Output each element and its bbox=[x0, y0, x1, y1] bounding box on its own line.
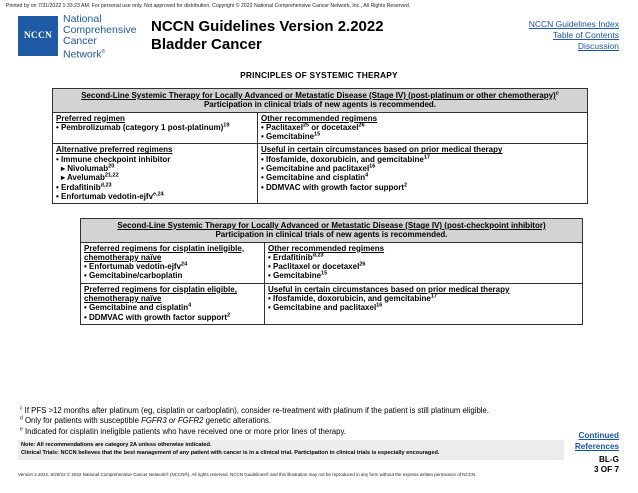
page-code: BL-G bbox=[598, 455, 619, 464]
footnote-d: $^d$ Only for patients with susceptible FGFR3 or FGFR2 genetic alterations. bbox=[20, 415, 272, 426]
footnote-e: $^e$ Indicated for cisplatin ineligible patients who have received one or more prior lines of therapy. bbox=[20, 426, 346, 436]
regimen-item: • Erdafitinib$^{d,23}$ bbox=[268, 252, 324, 262]
preferred-regimen-cell: Preferred regimen • Pembrolizumab (category 1 post-platinum)$^{19}$ bbox=[53, 112, 258, 144]
printed-notice: Printed by on 7/31/2022 1:33:23 AM. For personal use only. Not approved for distribution. Copyright © 2022 National Comprehensive Cancer Network, Inc., All Rights Reserved. bbox=[6, 3, 411, 9]
regimen-item: • Pembrolizumab (category 1 post-platinum)$^{19}$ bbox=[56, 122, 230, 132]
regimen-subitem: ▸ Avelumab$^{21,22}$ bbox=[61, 172, 119, 183]
regimen-item: • Gemcitabine$^{15}$ bbox=[261, 131, 321, 142]
page-number: 3 OF 7 bbox=[593, 464, 619, 474]
regimen-item: • Ifosfamide, doxorubicin, and gemcitabine$^{17}$ bbox=[261, 154, 430, 164]
regimen-item: • Gemcitabine/carboplatin bbox=[84, 271, 183, 281]
note-box bbox=[18, 440, 564, 460]
copyright-footer: Version 2.2022, 5/20/22 © 2022 National Comprehensive Cancer Network® (NCCN®), All rights reserved. NCCN Guidelines® and this illustration may not be reproduced in any form without the express written permission of NCCN. bbox=[18, 472, 477, 477]
alternative-regimens-cell: Alternative preferred regimens • Immune checkpoint inhibitor ▸ Nivolumab$^{20}$ ▸ Avelumab$^{21,22}$ • Erdafitinib$^{d,23}$ • Enfortumab vedotin-ejfv$^{e,24}$ bbox=[53, 144, 258, 204]
logo-line: National bbox=[63, 13, 102, 25]
regimen-item: • DDMVAC with growth factor support$^2$ bbox=[84, 312, 231, 322]
cisplatin-ineligible-cell: Preferred regimens for cisplatin ineligible, chemotherapy naïve • Enfortumab vedotin-ejfv$^{24}$ • Gemcitabine/carboplatin bbox=[81, 242, 265, 283]
regimen-item: • Enfortumab vedotin-ejfv$^{e,24}$ bbox=[56, 191, 164, 201]
logo-line: Comprehensive bbox=[63, 24, 137, 36]
regimen-item: • Ifosfamide, doxorubicin, and gemcitabine$^{17}$ bbox=[268, 293, 437, 304]
page-header bbox=[151, 18, 384, 54]
table-heading: Second-Line Systemic Therapy for Locally Advanced or Metastatic Disease (Stage IV) (post-checkpoint inhibitor) Participation in clinical trials of new agents is recommended. bbox=[81, 219, 583, 243]
regimen-item: • Paclitaxel$^{25}$ or docetaxel$^{26}$ bbox=[261, 122, 365, 132]
regimen-item: • Enfortumab vedotin-ejfv$^{24}$ bbox=[84, 261, 188, 272]
other-regimens-cell: Other recommended regimens • Erdafitinib$^{d,23}$ • Paclitaxel or docetaxel$^{26}$ • Gemcitabine$^{15}$ bbox=[265, 242, 583, 283]
table-of-contents-link[interactable]: Table of Contents bbox=[552, 30, 619, 40]
useful-circumstances-cell: Useful in certain circumstances based on prior medical therapy • Ifosfamide, doxorubicin, and gemcitabine$^{17}$ • Gemcitabine and paclitaxel$^{16}$ bbox=[265, 283, 583, 324]
section-title: PRINCIPLES OF SYSTEMIC THERAPY bbox=[240, 70, 398, 80]
nccn-logo[interactable]: NCCN bbox=[18, 16, 58, 56]
regimen-item: • DDMVAC with growth factor support$^2$ bbox=[261, 182, 408, 192]
note-line: Clinical Trials: NCCN believes that the best management of any patient with cancer is in a clinical trial. Participation in clinical trials is especially encouraged. bbox=[21, 450, 440, 456]
guidelines-index-link[interactable]: NCCN Guidelines Index bbox=[528, 19, 619, 29]
continued-links bbox=[575, 430, 619, 452]
regimen-subitem: ▸ Nivolumab$^{20}$ bbox=[61, 163, 115, 174]
footnotes bbox=[20, 406, 489, 437]
cisplatin-eligible-cell: Preferred regimens for cisplatin eligible, chemotherapy naïve • Gemcitabine and cisplatin$^4$ • DDMVAC with growth factor support$^2$ bbox=[81, 283, 265, 324]
regimen-item: • Erdafitinib$^{d,23}$ bbox=[56, 182, 112, 192]
useful-circumstances-cell: Useful in certain circumstances based on prior medical therapy • Ifosfamide, doxorubicin, and gemcitabine$^{17}$ • Gemcitabine and paclitaxel$^{16}$ • Gemcitabine and cisplatin$^4$ • DDMVAC with growth factor support$^2$ bbox=[258, 144, 588, 204]
other-regimens-cell: Other recommended regimens • Paclitaxel$^{25}$ or docetaxel$^{26}$ • Gemcitabine$^{15}$ bbox=[258, 112, 588, 144]
logo-line: Network® bbox=[63, 48, 106, 61]
table-heading: Second-Line Systemic Therapy for Locally Advanced or Metastatic Disease (Stage IV) (post-platinum or other chemotherapy)$^c$ Participation in clinical trials of new agents is recommended. bbox=[53, 89, 588, 113]
regimen-item: • Gemcitabine and cisplatin$^4$ bbox=[84, 302, 192, 313]
references-link[interactable]: References bbox=[574, 442, 619, 451]
second-line-post-platinum-table bbox=[52, 88, 588, 204]
guidelines-subtitle: Bladder Cancer bbox=[151, 36, 262, 53]
continued-link[interactable]: Continued bbox=[578, 431, 619, 440]
page-identifier bbox=[594, 455, 619, 474]
regimen-item: • Gemcitabine and cisplatin$^4$ bbox=[261, 172, 369, 183]
top-nav bbox=[529, 19, 619, 52]
regimen-item: • Immune checkpoint inhibitor bbox=[56, 154, 171, 164]
regimen-item: • Gemcitabine$^{15}$ bbox=[268, 270, 328, 281]
logo-line: Cancer bbox=[63, 35, 97, 47]
note-line: Note: All recommendations are category 2A unless otherwise indicated. bbox=[21, 442, 212, 448]
discussion-link[interactable]: Discussion bbox=[577, 41, 619, 51]
regimen-item: • Paclitaxel or docetaxel$^{26}$ bbox=[268, 261, 366, 272]
second-line-post-checkpoint-table bbox=[80, 218, 583, 325]
nccn-logo-text bbox=[63, 14, 137, 61]
guidelines-title: NCCN Guidelines Version 2.2022 bbox=[151, 18, 384, 35]
regimen-item: • Gemcitabine and paclitaxel$^{16}$ bbox=[268, 302, 383, 313]
regimen-item: • Gemcitabine and paclitaxel$^{16}$ bbox=[261, 163, 376, 174]
footnote-c: $^c$ If PFS >12 months after platinum (eg, cisplatin or carboplatin), consider re-treatment with platinum if the patient is still platinum eligible. bbox=[20, 405, 490, 415]
